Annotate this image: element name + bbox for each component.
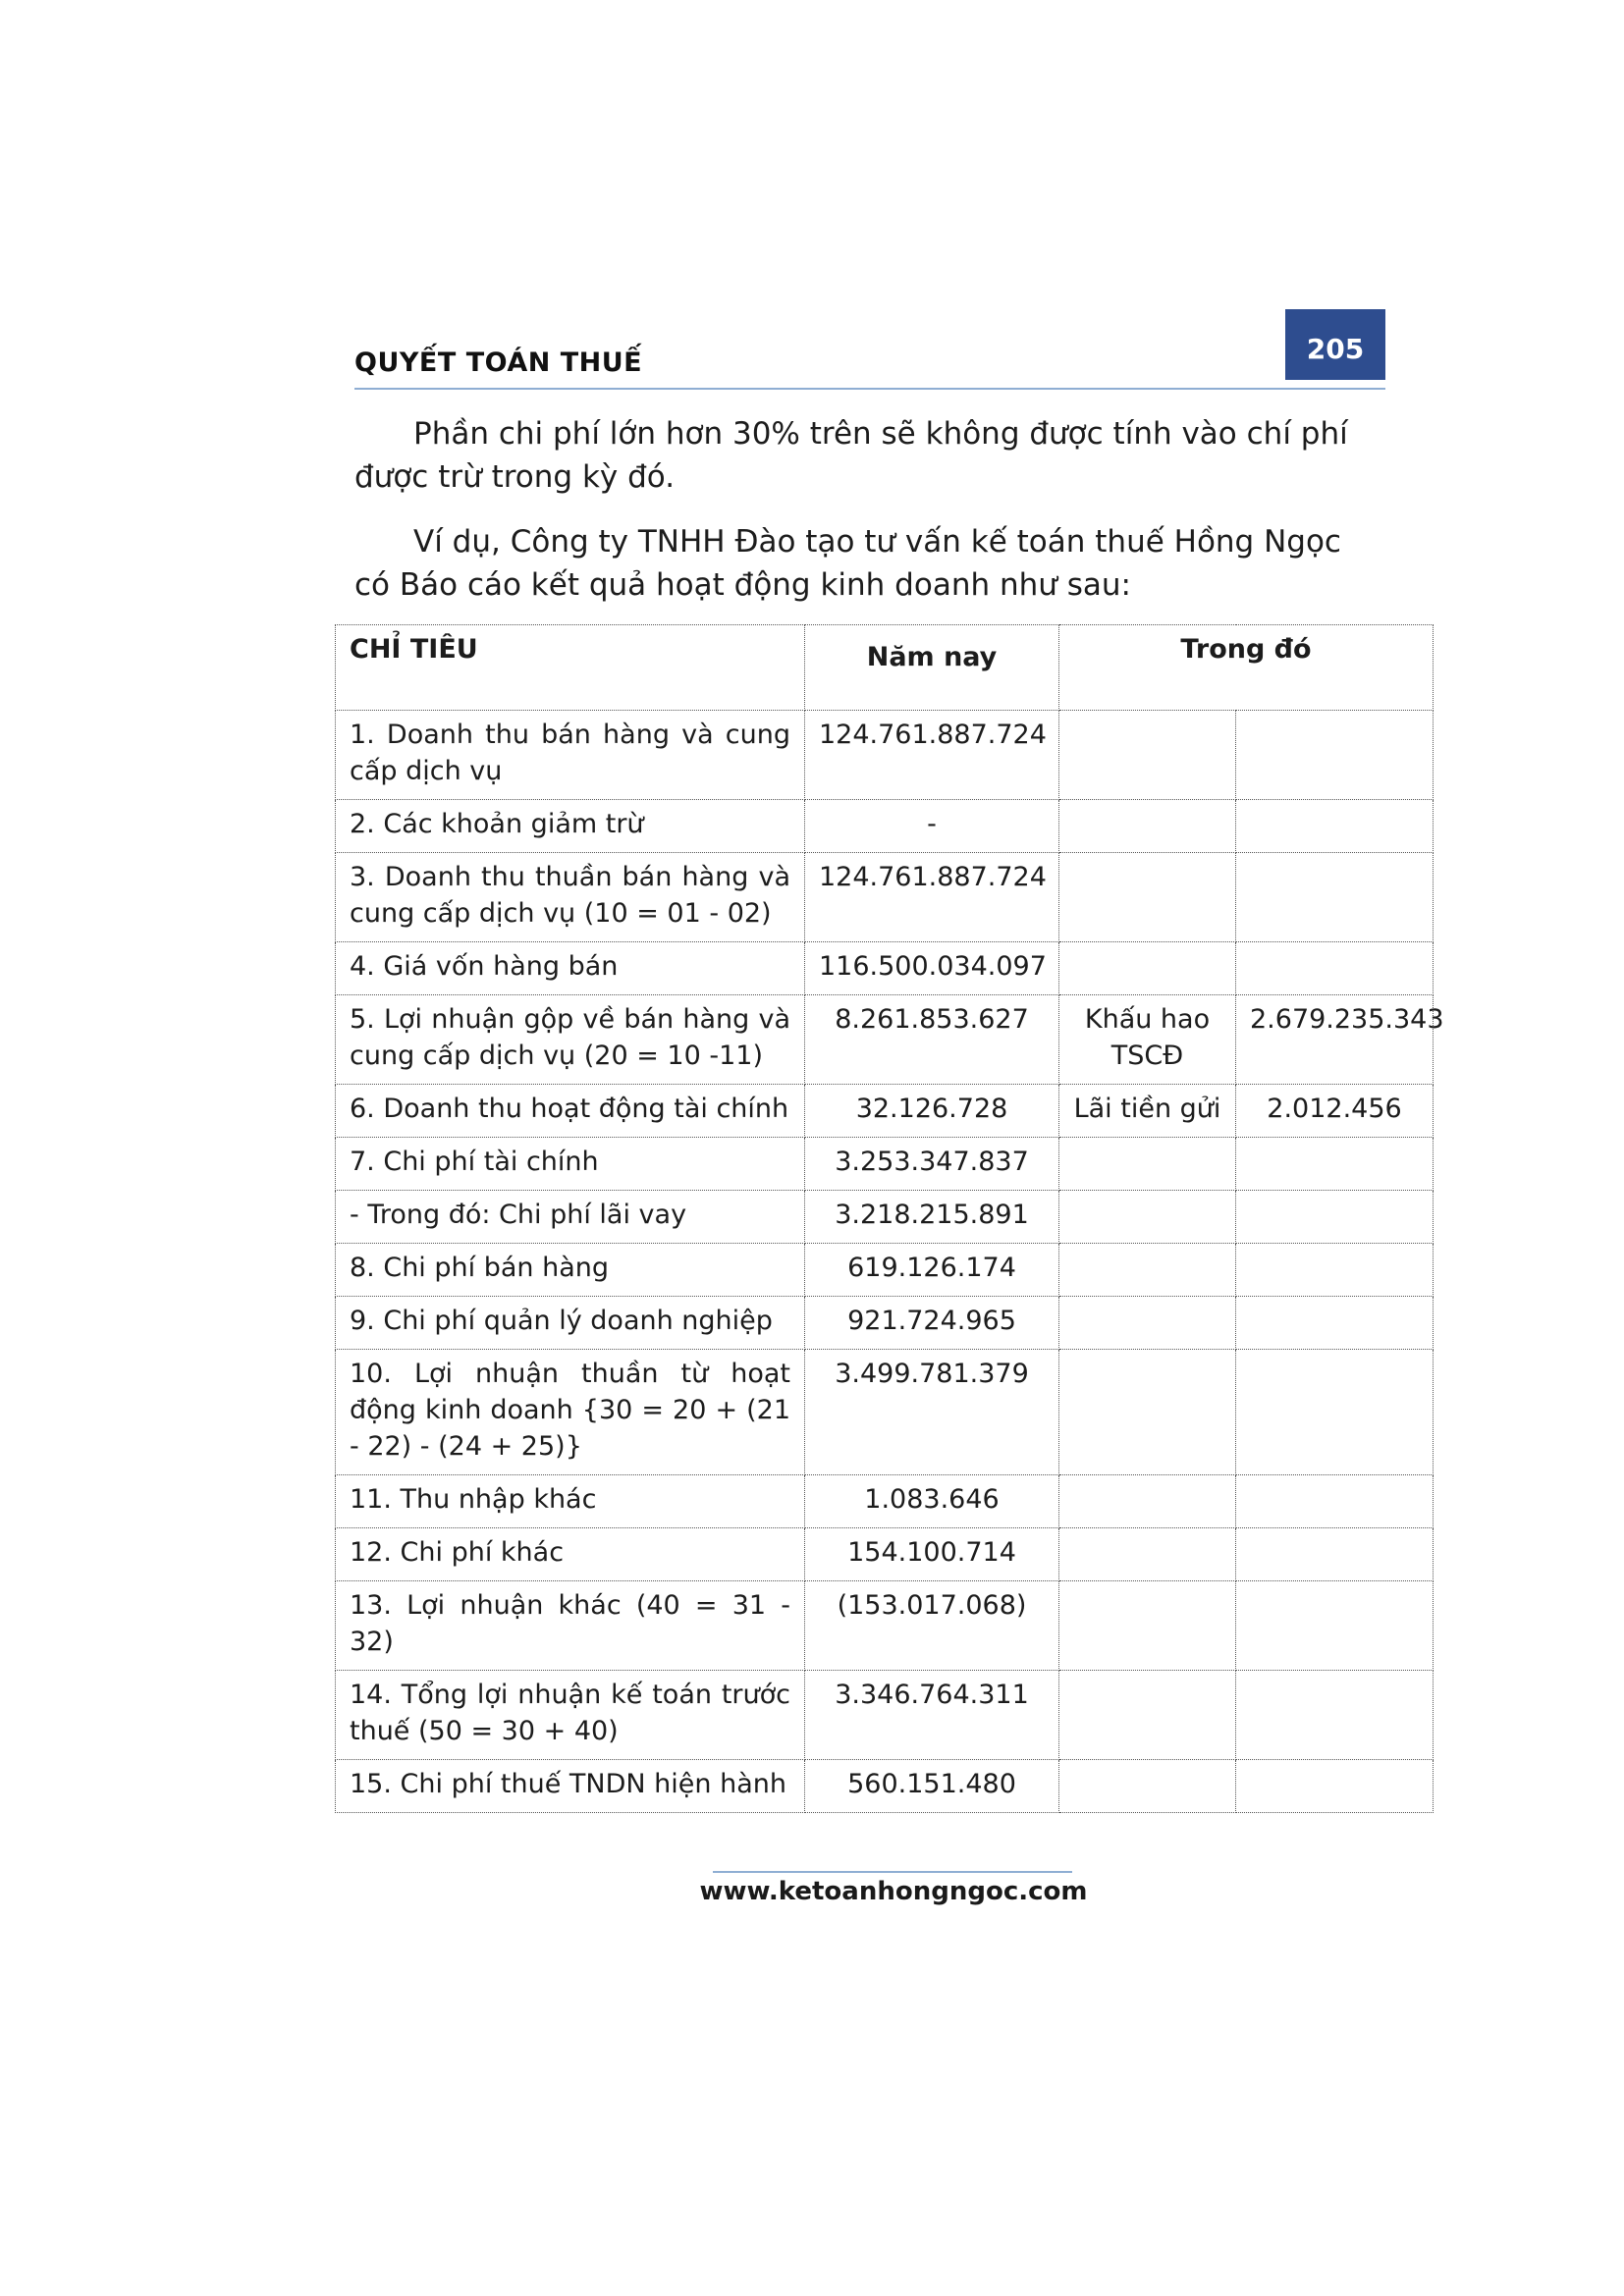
income-statement-table (335, 624, 1444, 1813)
table-row (336, 1671, 1434, 1760)
row-label: 10. Lợi nhuận thuần từ hoạt động kinh doanh {30 = 20 + (21 - 22) - (24 + 25)} (336, 1350, 805, 1475)
row-sub-label (1059, 1138, 1236, 1191)
table-row (336, 711, 1434, 800)
row-value: 619.126.174 (805, 1244, 1059, 1297)
row-value: (153.017.068) (805, 1581, 1059, 1671)
row-sub-value (1236, 1297, 1434, 1350)
row-label: 14. Tổng lợi nhuận kế toán trước thuế (50 = 30 + 40) (336, 1671, 805, 1760)
row-value: 560.151.480 (805, 1760, 1059, 1813)
row-label: 11. Thu nhập khác (336, 1475, 805, 1528)
row-sub-label (1059, 1244, 1236, 1297)
row-sub-value (1236, 1528, 1434, 1581)
row-sub-value (1236, 1191, 1434, 1244)
table-row (336, 1528, 1434, 1581)
row-value: 3.253.347.837 (805, 1138, 1059, 1191)
row-value: - (805, 800, 1059, 853)
paragraph-2: Ví dụ, Công ty TNHH Đào tạo tư vấn kế toán thuế Hồng Ngọc có Báo cáo kết quả hoạt động kinh doanh như sau: (354, 524, 1341, 603)
row-label: - Trong đó: Chi phí lãi vay (336, 1191, 805, 1244)
table-row (336, 853, 1434, 942)
row-sub-label (1059, 1297, 1236, 1350)
row-label: 6. Doanh thu hoạt động tài chính (336, 1085, 805, 1138)
row-label: 8. Chi phí bán hàng (336, 1244, 805, 1297)
table-row (336, 1760, 1434, 1813)
row-sub-label (1059, 1350, 1236, 1475)
row-sub-value (1236, 711, 1434, 800)
table-row (336, 942, 1434, 995)
row-label: 2. Các khoản giảm trừ (336, 800, 805, 853)
row-value: 8.261.853.627 (805, 995, 1059, 1085)
row-sub-label (1059, 1191, 1236, 1244)
row-sub-label (1059, 1671, 1236, 1760)
row-sub-value (1236, 1475, 1434, 1528)
row-value: 3.218.215.891 (805, 1191, 1059, 1244)
row-sub-label (1059, 853, 1236, 942)
table-row (336, 1350, 1434, 1475)
row-sub-value: 2.012.456 (1236, 1085, 1434, 1138)
page-number-badge: 205 (1285, 309, 1385, 380)
row-sub-label (1059, 711, 1236, 800)
header-rule (354, 388, 1385, 390)
row-label: 12. Chi phí khác (336, 1528, 805, 1581)
row-sub-value (1236, 1760, 1434, 1813)
row-value: 921.724.965 (805, 1297, 1059, 1350)
row-label: 4. Giá vốn hàng bán (336, 942, 805, 995)
row-value: 1.083.646 (805, 1475, 1059, 1528)
row-sub-label: Khấu hao TSCĐ (1059, 995, 1236, 1085)
row-sub-value (1236, 1350, 1434, 1475)
row-label: 15. Chi phí thuế TNDN hiện hành (336, 1760, 805, 1813)
row-value: 3.346.764.311 (805, 1671, 1059, 1760)
row-label: 13. Lợi nhuận khác (40 = 31 - 32) (336, 1581, 805, 1671)
paragraph-1: Phần chi phí lớn hơn 30% trên sẽ không được tính vào chí phí được trừ trong kỳ đó. (354, 416, 1348, 495)
row-sub-label (1059, 1528, 1236, 1581)
row-value: 124.761.887.724 (805, 853, 1059, 942)
row-label: 7. Chi phí tài chính (336, 1138, 805, 1191)
row-sub-value (1236, 1671, 1434, 1760)
row-value: 124.761.887.724 (805, 711, 1059, 800)
row-value: 3.499.781.379 (805, 1350, 1059, 1475)
page-header (354, 309, 1385, 390)
row-sub-label (1059, 1581, 1236, 1671)
header-this-year: Năm nay (805, 625, 1059, 711)
row-sub-value (1236, 942, 1434, 995)
table-row (336, 800, 1434, 853)
row-sub-value (1236, 1244, 1434, 1297)
table-row (336, 1244, 1434, 1297)
row-value: 154.100.714 (805, 1528, 1059, 1581)
table-row (336, 1085, 1434, 1138)
row-sub-label: Lãi tiền gửi (1059, 1085, 1236, 1138)
table-row (336, 1475, 1434, 1528)
row-sub-value (1236, 800, 1434, 853)
row-sub-label (1059, 800, 1236, 853)
header-indicator: CHỈ TIÊU (336, 625, 805, 711)
table-row (336, 1297, 1434, 1350)
row-sub-label (1059, 1475, 1236, 1528)
row-value: 32.126.728 (805, 1085, 1059, 1138)
row-value: 116.500.034.097 (805, 942, 1059, 995)
row-label: 3. Doanh thu thuần bán hàng và cung cấp dịch vụ (10 = 01 - 02) (336, 853, 805, 942)
header-title: QUYẾT TOÁN THUẾ (354, 347, 643, 378)
row-sub-value (1236, 1138, 1434, 1191)
row-sub-value: 2.679.235.343 (1236, 995, 1434, 1085)
row-label: 5. Lợi nhuận gộp về bán hàng và cung cấp dịch vụ (20 = 10 -11) (336, 995, 805, 1085)
row-label: 9. Chi phí quản lý doanh nghiệp (336, 1297, 805, 1350)
footer-url: www.ketoanhongngoc.com (699, 1877, 1088, 1906)
table-row (336, 1138, 1434, 1191)
table-row (336, 1191, 1434, 1244)
row-sub-label (1059, 942, 1236, 995)
row-sub-value (1236, 1581, 1434, 1671)
row-sub-value (1236, 853, 1434, 942)
table-row (336, 995, 1434, 1085)
table-header-row (336, 625, 1434, 711)
footer-rule (713, 1871, 1072, 1873)
row-sub-label (1059, 1760, 1236, 1813)
header-of-which: Trong đó (1059, 625, 1434, 711)
table-row (336, 1581, 1434, 1671)
row-label: 1. Doanh thu bán hàng và cung cấp dịch vụ (336, 711, 805, 800)
